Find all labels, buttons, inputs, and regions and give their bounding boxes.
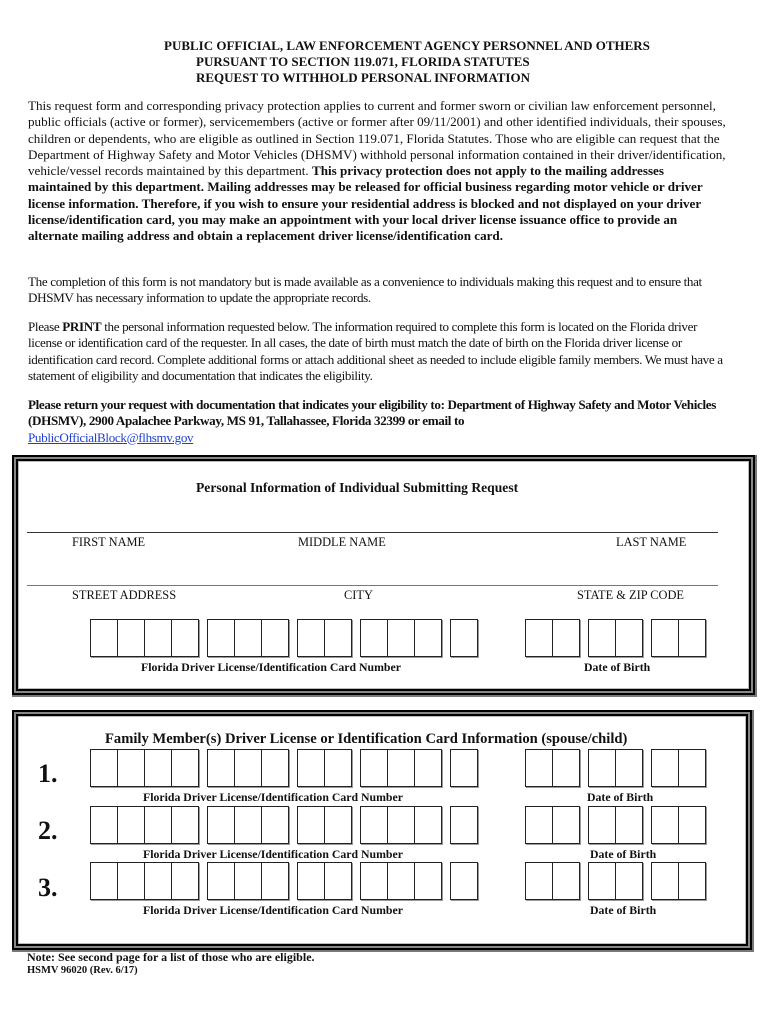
address-input-area[interactable] xyxy=(27,562,718,584)
license-digit-cell[interactable] xyxy=(414,619,442,657)
family-2-dob-digit-cell[interactable] xyxy=(678,806,706,844)
first-name-label: FIRST NAME xyxy=(72,535,146,549)
completion-paragraph: The completion of this form is not mandatory but is made available as a convenience to individuals making this request and to ensure that DHSMV has necessary information to update the appropriate records. xyxy=(28,274,702,306)
family-2-dob-digit-cell[interactable] xyxy=(615,806,643,844)
form-title-line-1: PUBLIC OFFICIAL, LAW ENFORCEMENT AGENCY PERSONNEL AND OTHERS xyxy=(164,38,650,53)
family-3-license-digit-cell[interactable] xyxy=(234,862,262,900)
family-2-license-digit-cell[interactable] xyxy=(387,806,415,844)
print-prefix: Please xyxy=(28,319,63,334)
form-id: HSMV 96020 (Rev. 6/17) xyxy=(27,965,138,976)
family-3-license-digit-cell[interactable] xyxy=(90,862,118,900)
email-link[interactable]: PublicOfficialBlock@flhsmv.gov xyxy=(28,429,194,445)
family-2-license-digit-cell[interactable] xyxy=(117,806,145,844)
form-title-line-3: REQUEST TO WITHHOLD PERSONAL INFORMATION xyxy=(196,70,530,85)
family-1-license-digit-cell[interactable] xyxy=(387,749,415,787)
family-3-license-digit-cell[interactable] xyxy=(261,862,289,900)
family-3-dob-digit-cell[interactable] xyxy=(615,862,643,900)
family-2-license-digit-cell[interactable] xyxy=(450,806,478,844)
family-1-dob-digit-cell[interactable] xyxy=(552,749,580,787)
family-1-dob-digit-cell[interactable] xyxy=(615,749,643,787)
family-2-license-digit-cell[interactable] xyxy=(261,806,289,844)
family-info-title: Family Member(s) Driver License or Identification Card Information (spouse/child) xyxy=(105,731,628,747)
family-3-license-digit-cell[interactable] xyxy=(387,862,415,900)
family-1-license-digit-cell[interactable] xyxy=(450,749,478,787)
family-2-license-digit-cell[interactable] xyxy=(234,806,262,844)
middle-name-label: MIDDLE NAME xyxy=(298,535,386,549)
family-2-license-digit-cell[interactable] xyxy=(90,806,118,844)
family-3-license-digit-cell[interactable] xyxy=(144,862,172,900)
family-3-license-digit-cell[interactable] xyxy=(360,862,388,900)
family-2-license-digit-cell[interactable] xyxy=(297,806,325,844)
dob-digit-cell[interactable] xyxy=(678,619,706,657)
family-3-license-digit-cell[interactable] xyxy=(297,862,325,900)
family-3-dob-digit-cell[interactable] xyxy=(525,862,553,900)
family-2-dob-digit-cell[interactable] xyxy=(525,806,553,844)
family-2-license-digit-cell[interactable] xyxy=(414,806,442,844)
license-digit-cell[interactable] xyxy=(324,619,352,657)
family-2-license-digit-cell[interactable] xyxy=(360,806,388,844)
return-instructions-paragraph xyxy=(28,397,728,446)
address-line xyxy=(27,585,718,586)
family-1-dob-digit-cell[interactable] xyxy=(651,749,679,787)
family-1-license-digit-cell[interactable] xyxy=(324,749,352,787)
family-2-dob-digit-cell[interactable] xyxy=(651,806,679,844)
family-2-license-digit-cell[interactable] xyxy=(207,806,235,844)
name-input-area[interactable] xyxy=(27,510,718,532)
family-3-dob-digit-cell[interactable] xyxy=(552,862,580,900)
intro-bold-text: This privacy protection does not apply to the mailing addresses maintained by this department. Mailing addresses may be released for official business regarding motor vehicle or driver license information. Therefore, if you wish to ensure your residential address is blocked and not displayed on your driver license/identification card, you may make an appointment with your local driver license issuance office to provide an alternate mailing address and obtain a replacement driver license/identification card. xyxy=(28,163,703,244)
family-row-number-2: 2. xyxy=(38,816,58,845)
print-instructions-paragraph xyxy=(28,319,728,384)
family-2-dob-digit-cell[interactable] xyxy=(552,806,580,844)
license-digit-cell[interactable] xyxy=(144,619,172,657)
license-digit-cell[interactable] xyxy=(117,619,145,657)
family-license-label-3: Florida Driver License/Identification Card Number xyxy=(143,903,403,917)
family-license-label-1: Florida Driver License/Identification Card Number xyxy=(143,790,403,804)
state-zip-label: STATE & ZIP CODE xyxy=(577,588,684,602)
license-digit-cell[interactable] xyxy=(90,619,118,657)
family-1-license-digit-cell[interactable] xyxy=(117,749,145,787)
family-1-license-digit-cell[interactable] xyxy=(261,749,289,787)
family-1-dob-digit-cell[interactable] xyxy=(588,749,616,787)
return-text: Please return your request with documentation that indicates your eligibility to: Department of Highway Safety and Motor Vehicles (DHSMV), 2900 Apalachee Parkway, MS 91, Tallahassee, Florida 32399 or email to xyxy=(28,397,716,429)
city-label: CITY xyxy=(344,588,373,602)
family-3-license-digit-cell[interactable] xyxy=(117,862,145,900)
name-line xyxy=(27,532,718,533)
street-address-label: STREET ADDRESS xyxy=(72,588,177,602)
last-name-label: LAST NAME xyxy=(616,535,687,549)
dob-digit-cell[interactable] xyxy=(588,619,616,657)
personal-dob-label: Date of Birth xyxy=(584,660,651,674)
family-dob-label-1: Date of Birth xyxy=(587,790,654,804)
family-3-license-digit-cell[interactable] xyxy=(171,862,199,900)
family-1-license-digit-cell[interactable] xyxy=(414,749,442,787)
family-1-dob-digit-cell[interactable] xyxy=(525,749,553,787)
personal-info-title: Personal Information of Individual Submitting Request xyxy=(196,480,519,495)
family-3-dob-digit-cell[interactable] xyxy=(588,862,616,900)
family-1-license-digit-cell[interactable] xyxy=(171,749,199,787)
print-emphasis: PRINT xyxy=(62,319,102,334)
form-title-line-2: PURSUANT TO SECTION 119.071, FLORIDA STATUTES xyxy=(196,54,530,69)
family-1-license-digit-cell[interactable] xyxy=(297,749,325,787)
family-license-label-2: Florida Driver License/Identification Card Number xyxy=(143,847,403,861)
family-dob-label-3: Date of Birth xyxy=(590,903,657,917)
license-digit-cell[interactable] xyxy=(234,619,262,657)
family-1-license-digit-cell[interactable] xyxy=(207,749,235,787)
family-1-license-digit-cell[interactable] xyxy=(360,749,388,787)
family-row-number-3: 3. xyxy=(38,873,58,902)
personal-license-label: Florida Driver License/Identification Card Number xyxy=(141,660,401,674)
intro-text: This request form and corresponding privacy protection applies to current and former sworn or civilian law enforcement personnel, public officials (active or former), servicemembers (active or former after 09/11/2001) and other identified individuals, their spouses, children or dependents, who are eligible as outlined in Section 119.071, Florida Statutes. Those who are eligible can request that the Department of Highway Safety and Motor Vehicles (DHSMV) withhold personal information contained in their driver/identification, vehicle/vessel records maintained by this department. xyxy=(28,98,726,179)
family-3-dob-digit-cell[interactable] xyxy=(651,862,679,900)
dob-digit-cell[interactable] xyxy=(615,619,643,657)
family-3-license-digit-cell[interactable] xyxy=(450,862,478,900)
family-3-license-digit-cell[interactable] xyxy=(207,862,235,900)
intro-paragraph xyxy=(28,98,728,245)
family-2-dob-digit-cell[interactable] xyxy=(588,806,616,844)
license-digit-cell[interactable] xyxy=(297,619,325,657)
family-dob-label-2: Date of Birth xyxy=(590,847,657,861)
family-1-license-digit-cell[interactable] xyxy=(90,749,118,787)
eligibility-note: Note: See second page for a list of those who are eligible. xyxy=(27,950,315,964)
license-digit-cell[interactable] xyxy=(360,619,388,657)
license-digit-cell[interactable] xyxy=(387,619,415,657)
family-3-dob-digit-cell[interactable] xyxy=(678,862,706,900)
license-digit-cell[interactable] xyxy=(171,619,199,657)
dob-digit-cell[interactable] xyxy=(651,619,679,657)
family-3-license-digit-cell[interactable] xyxy=(324,862,352,900)
family-3-license-digit-cell[interactable] xyxy=(414,862,442,900)
family-row-number-1: 1. xyxy=(38,759,58,788)
family-2-license-digit-cell[interactable] xyxy=(144,806,172,844)
family-1-dob-digit-cell[interactable] xyxy=(678,749,706,787)
license-digit-cell[interactable] xyxy=(261,619,289,657)
family-2-license-digit-cell[interactable] xyxy=(171,806,199,844)
print-rest: the personal information requested below. The information required to complete this form is located on the Florida driver license or identification card of the requester. In all cases, the date of birth must match the date of birth on the Florida driver license or identification card record. Complete additional forms or attach additional sheet as needed to include eligible family members. We must have a statement of eligibility and documentation that indicates the eligibility. xyxy=(28,319,723,383)
family-1-license-digit-cell[interactable] xyxy=(144,749,172,787)
family-2-license-digit-cell[interactable] xyxy=(324,806,352,844)
dob-digit-cell[interactable] xyxy=(552,619,580,657)
license-digit-cell[interactable] xyxy=(450,619,478,657)
family-1-license-digit-cell[interactable] xyxy=(234,749,262,787)
dob-digit-cell[interactable] xyxy=(525,619,553,657)
license-digit-cell[interactable] xyxy=(207,619,235,657)
